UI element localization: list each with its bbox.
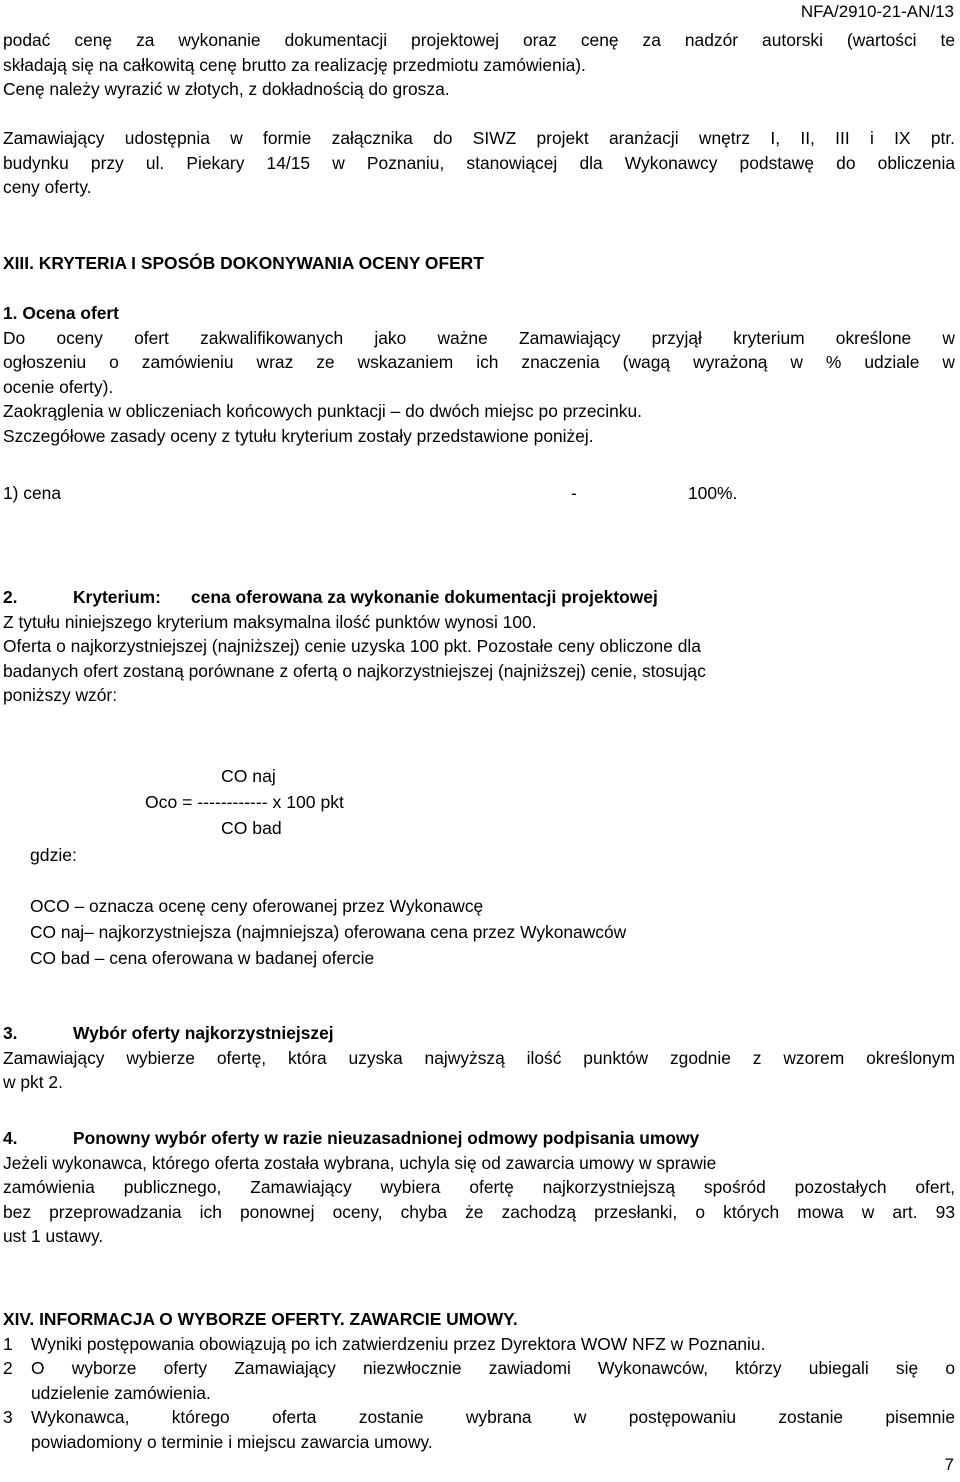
formula-denominator: CO bad	[221, 818, 282, 838]
contract-item-3	[3, 1405, 955, 1430]
criterion-line-1: Z tytułu niniejszego kryterium maksymalna ilość punktów wynosi 100.	[3, 611, 537, 632]
attachment-paragraph	[3, 126, 955, 200]
reselection-number: 4.	[3, 1128, 18, 1148]
formula-legend	[30, 893, 950, 971]
contract-item-1-number: 1	[3, 1333, 13, 1354]
reselection-line-2: zamówienia publicznego, Zamawiający wybiera ofertę najkorzystniejszą spośród pozostałych ofert,	[3, 1177, 955, 1198]
contract-item-3-text: Wykonawca, którego oferta zostanie wybrana w postępowaniu zostanie pisemnie	[31, 1407, 955, 1428]
contract-item-2-number: 2	[3, 1358, 13, 1379]
criterion-number: 2.	[3, 587, 18, 607]
attachment-line-1: Zamawiający udostępnia w formie załącznika do SIWZ projekt aranżacji wnętrz I, II, III i IX ptr.	[3, 128, 955, 148]
intro-line-1: podać cenę za wykonanie dokumentacji projektowej oraz cenę za nadzór autorski (wartości te	[3, 30, 955, 50]
selection-paragraph	[3, 1021, 955, 1095]
selection-line-2: w pkt 2.	[3, 1072, 63, 1093]
evaluation-paragraph	[3, 301, 955, 449]
reselection-title: Ponowny wybór oferty w razie nieuzasadnionej odmowy podpisania umowy	[73, 1128, 700, 1148]
criterion-line-4: poniższy wzór:	[3, 685, 118, 706]
contract-item-3-cont: powiadomiony o terminie i miejscu zawarcia umowy.	[31, 1431, 433, 1452]
reselection-heading	[3, 1126, 955, 1151]
contract-item-1-text: Wyniki postępowania obowiązują po ich zatwierdzeniu przez Dyrektora WOW NFZ w Poznaniu.	[31, 1333, 766, 1354]
evaluation-line-4: Zaokrąglenia w obliczeniach końcowych punktacji – do dwóch miejsc po przecinku.	[3, 401, 642, 422]
contract-item-1	[3, 1332, 955, 1357]
selection-number: 3.	[3, 1023, 18, 1043]
criterion-line-2: Oferta o najkorzystniejszej (najniższej) cenie uzyska 100 pkt. Pozostałe ceny obliczone dla	[3, 636, 701, 657]
legend-line-2: CO naj– najkorzystniejsza (najmniejsza) oferowana cena przez Wykonawców	[30, 922, 627, 942]
section-14	[3, 1307, 955, 1455]
page-number: 7	[944, 1455, 954, 1474]
formula-where: gdzie:	[30, 845, 77, 865]
contract-item-3-number: 3	[3, 1407, 13, 1428]
formula-main: Oco = ------------ x 100 pkt	[145, 792, 344, 812]
contract-item-2	[3, 1356, 955, 1381]
criterion-dash: -	[571, 483, 577, 503]
contract-item-2-text: O wyborze oferty Zamawiający niezwłocznie zawiadomi Wykonawców, którzy ubiegali się o	[31, 1358, 955, 1379]
attachment-line-2: budynku przy ul. Piekary 14/15 w Poznaniu, stanowiącej dla Wykonawcy podstawę do obliczenia	[3, 152, 955, 173]
selection-line-1: Zamawiający wybierze ofertę, która uzyska najwyższą ilość punktów zgodnie z wzorem określonym	[3, 1047, 955, 1068]
reselection-line-4: ust 1 ustawy.	[3, 1226, 104, 1247]
evaluation-line-2: ogłoszeniu o zamówieniu wraz ze wskazaniem ich znaczenia (wagą wyrażoną w % udziale w	[3, 352, 955, 373]
evaluation-line-3: ocenie oferty).	[3, 376, 114, 397]
selection-title: Wybór oferty najkorzystniejszej	[73, 1023, 334, 1043]
legend-line-3: CO bad – cena oferowana w badanej ofercie	[30, 948, 375, 968]
evaluation-line-5: Szczegółowe zasady oceny z tytułu kryterium zostały przedstawione poniżej.	[3, 425, 594, 446]
reselection-line-3: bez przeprowadzania ich ponownej oceny, chyba że zachodzą przesłanki, o których mowa w art. 93	[3, 1201, 955, 1222]
attachment-line-3: ceny oferty.	[3, 177, 92, 198]
section-14-title: XIV. INFORMACJA O WYBORZE OFERTY. ZAWARCIE UMOWY.	[3, 1309, 518, 1329]
criterion-weight: 100%.	[688, 483, 738, 503]
intro-line-3: Cenę należy wyrazić w złotych, z dokładnością do grosza.	[3, 79, 450, 100]
section-13-title: XIII. KRYTERIA I SPOSÓB DOKONYWANIA OCENY OFERT	[3, 253, 484, 273]
reselection-line-1: Jeżeli wykonawca, którego oferta została wybrana, uchyla się od zawarcia umowy w sprawie	[3, 1152, 717, 1173]
reselection-paragraph	[3, 1126, 955, 1249]
evaluation-heading: 1. Ocena ofert	[3, 303, 119, 323]
criterion-label: Kryterium:	[73, 587, 161, 607]
contract-item-2-cont: udzielenie zamówienia.	[31, 1382, 211, 1403]
criterion-name: 1) cena	[3, 483, 62, 503]
document-reference: NFA/2910-21-AN/13	[800, 2, 954, 21]
intro-line-2: składają się na całkowitą cenę brutto za realizację przedmiotu zamówienia).	[3, 54, 586, 75]
selection-heading	[3, 1021, 955, 1046]
criterion-title: cena oferowana za wykonanie dokumentacji projektowej	[191, 587, 658, 607]
formula-numerator: CO naj	[221, 766, 276, 786]
evaluation-line-1: Do oceny ofert zakwalifikowanych jako ważne Zamawiający przyjął kryterium określone w	[3, 327, 955, 348]
criterion-line-3: badanych ofert zostaną porównane z ofertą o najkorzystniejszej (najniższej) cenie, stosując	[3, 660, 706, 681]
criterion-heading	[3, 585, 955, 610]
criterion-paragraph	[3, 585, 955, 708]
intro-paragraph	[3, 28, 955, 102]
legend-line-1: OCO – oznacza ocenę ceny oferowanej przez Wykonawcę	[30, 896, 484, 916]
